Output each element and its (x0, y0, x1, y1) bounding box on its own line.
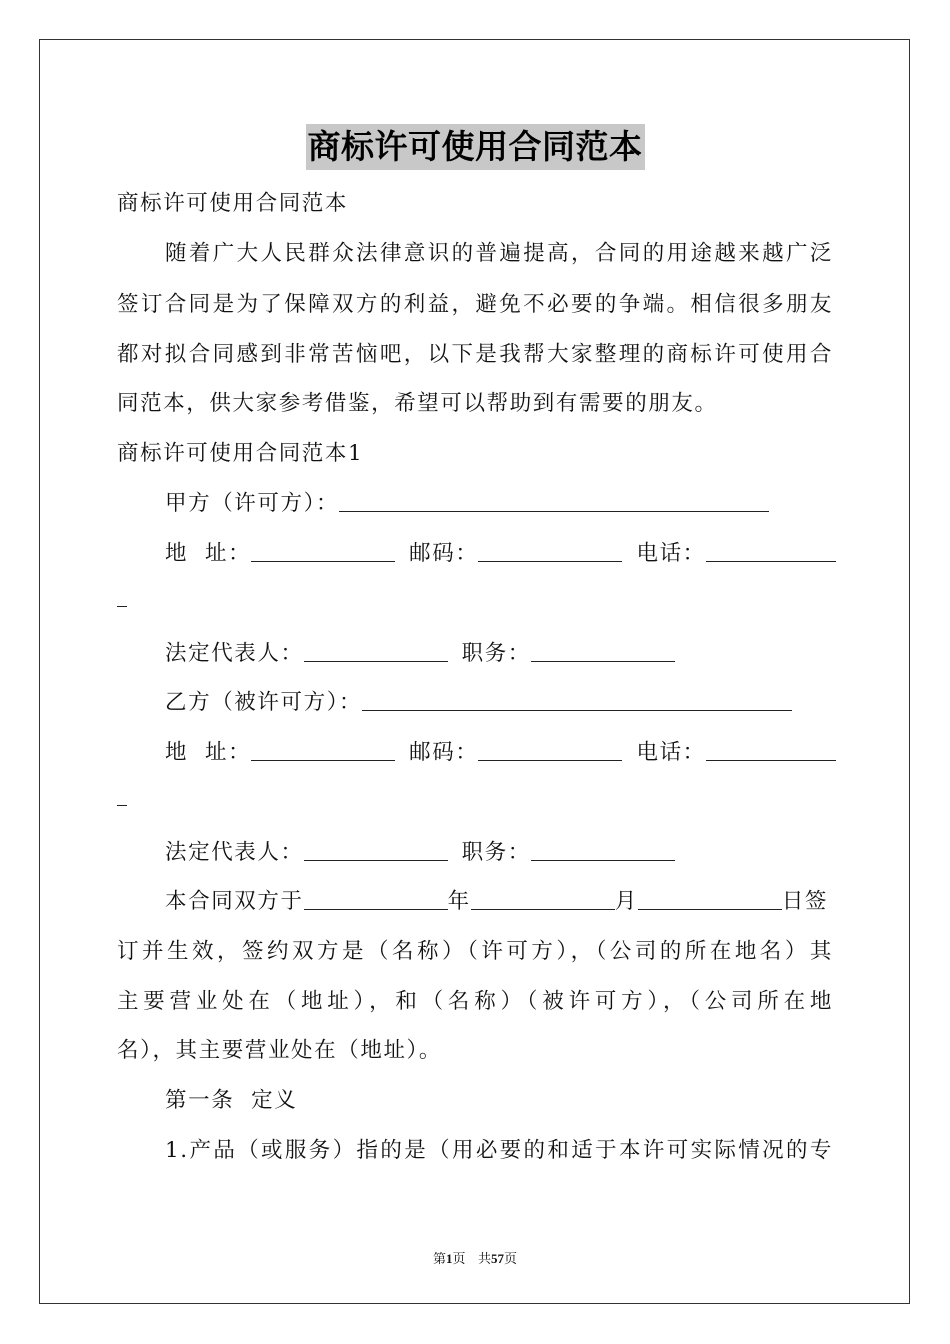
footer-total-prefix: 共 (477, 1252, 491, 1267)
phone-blank (706, 740, 836, 761)
document-subtitle: 商标许可使用合同范本 (117, 191, 349, 216)
party-b-label: 乙方（被许可方）： (165, 690, 363, 715)
day-blank (638, 889, 782, 910)
body-line-1: 订并生效，签约双方是（名称）（许可方），（公司的所在地名）其 (117, 939, 833, 964)
party-a-label: 甲方（许可方）： (165, 491, 340, 516)
year-blank (304, 889, 448, 910)
intro-line-1: 随着广大人民群众法律意识的普遍提高，合同的用途越来越广泛 (165, 241, 833, 266)
signing-date-row (165, 884, 828, 915)
legal-rep-blank (304, 840, 448, 861)
party-b-overflow-row (117, 785, 127, 810)
position-blank (531, 840, 675, 861)
article-heading: 第一条 定义 (165, 1088, 298, 1113)
footer-page-prefix: 第 (433, 1252, 447, 1267)
page-border (39, 39, 910, 1304)
address-label: 地 址： (165, 740, 252, 765)
document-title: 商标许可使用合同范本 (306, 124, 645, 170)
intro-line-2: 签订合同是为了保障双方的利益，避免不必要的争端。相信很多朋友 (117, 292, 833, 317)
footer-total-suffix: 页 (503, 1252, 517, 1267)
postcode-blank (478, 541, 622, 562)
postcode-label: 邮码： (409, 541, 479, 566)
month-blank (471, 889, 615, 910)
footer-page-number: 1 (446, 1251, 453, 1266)
party-a-overflow-row (117, 586, 127, 611)
position-blank (531, 641, 675, 662)
address-label: 地 址： (165, 541, 252, 566)
party-b-blank (362, 690, 792, 711)
footer-page-suffix: 页 (452, 1252, 466, 1267)
position-label: 职务： (461, 840, 531, 865)
footer-total-number: 57 (490, 1251, 504, 1266)
intro-line-3: 都对拟合同感到非常苦恼吧，以下是我帮大家整理的商标许可使用合 (117, 342, 833, 367)
month-label: 月 (614, 889, 638, 914)
legal-rep-label: 法定代表人： (165, 641, 304, 666)
intro-line-4: 同范本，供大家参考借鉴，希望可以帮助到有需要的朋友。 (117, 391, 718, 416)
party-b-contact-row (165, 735, 836, 766)
phone-blank-overflow (117, 785, 127, 806)
party-b-rep-row (165, 835, 675, 866)
clause-line-1: 1.产品（或服务）指的是（用必要的和适于本许可实际情况的专 (165, 1138, 833, 1163)
position-label: 职务： (461, 641, 531, 666)
phone-label: 电话： (636, 740, 706, 765)
year-label: 年 (447, 889, 471, 914)
phone-label: 电话： (636, 541, 706, 566)
page-footer (0, 1248, 950, 1267)
body-line-2: 主要营业处在（地址），和（名称）（被许可方），（公司所在地 (117, 989, 833, 1014)
party-a-row (165, 486, 769, 517)
phone-blank-overflow (117, 586, 127, 607)
party-b-row (165, 685, 792, 716)
address-blank (251, 541, 395, 562)
body-line-3: 名），其主要营业处在（地址）。 (117, 1038, 443, 1063)
postcode-label: 邮码： (409, 740, 479, 765)
legal-rep-blank (304, 641, 448, 662)
day-label: 日签 (781, 889, 829, 914)
party-a-rep-row (165, 636, 675, 667)
phone-blank (706, 541, 836, 562)
party-a-contact-row (165, 536, 836, 567)
party-a-blank (339, 491, 769, 512)
address-blank (251, 740, 395, 761)
date-prefix: 本合同双方于 (165, 889, 304, 914)
postcode-blank (478, 740, 622, 761)
section-heading: 商标许可使用合同范本1 (117, 441, 364, 466)
title-container (0, 124, 950, 170)
legal-rep-label: 法定代表人： (165, 840, 304, 865)
